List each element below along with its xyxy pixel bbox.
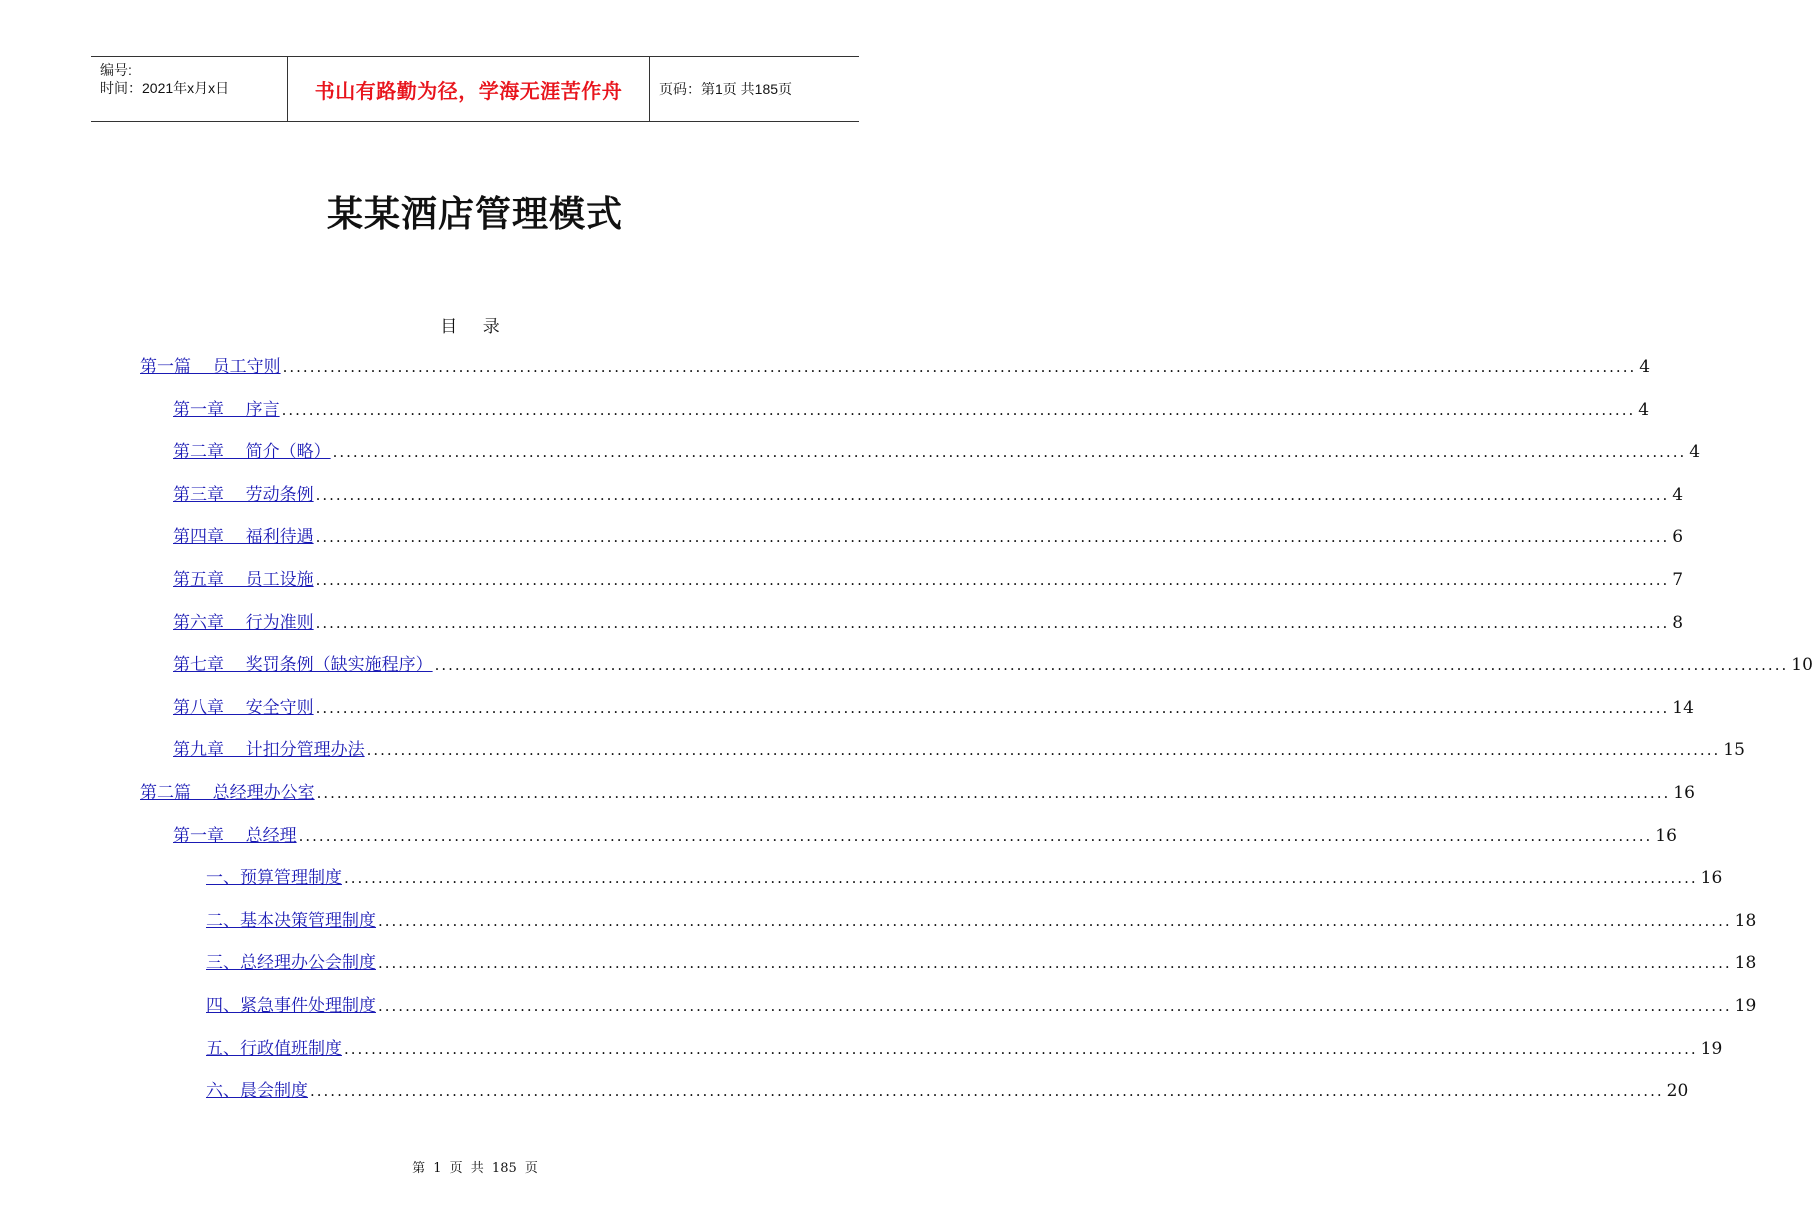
toc-leader-dots: ........................................................................................................................................................................................................ [282,358,1637,376]
toc-leader-dots: ........................................................................................................................................................................................................ [315,698,1670,717]
toc-entry[interactable] [173,608,1684,638]
toc-entry-link[interactable]: 第二篇 总经理办公室 [140,783,315,803]
toc-leader-dots: ........................................................................................................................................................................................................ [315,485,1670,504]
page-footer: 第 1 页 共 185 页 [412,1161,538,1176]
toc-entry[interactable] [173,821,1677,851]
toc-page-number: 19 [1734,996,1757,1016]
toc-leader-dots: ........................................................................................................................................................................................................ [378,997,1732,1015]
toc-page-number: 4 [1639,357,1651,377]
toc-entry-link[interactable]: 第九章 计扣分管理办法 [173,740,365,761]
toc-page-number: 16 [1700,868,1723,889]
toc-leader-dots: ........................................................................................................................................................................................................ [378,911,1732,930]
toc-entry-link[interactable]: 六、晨会制度 [206,1081,308,1102]
toc-page-number: 16 [1655,825,1677,846]
toc-entry-link[interactable]: 第六章 行为准则 [173,612,314,633]
toc-entry[interactable] [173,650,1813,680]
toc-page-number: 4 [1672,484,1684,505]
toc-leader-dots: ........................................................................................................................................................................................................ [344,1039,1698,1058]
toc-entry[interactable] [206,1034,1723,1064]
toc-entry[interactable] [206,906,1757,936]
toc-entry-link[interactable]: 五、行政值班制度 [206,1038,342,1059]
toc-entry[interactable] [173,395,1650,425]
toc-entry[interactable] [173,693,1694,723]
toc-leader-dots: ........................................................................................................................................................................................................ [332,443,1687,462]
document-time: 时间：2021年x月x日 [100,80,230,96]
toc-leader-dots: ........................................................................................................................................................................................................ [316,784,1671,802]
toc-entry[interactable] [206,1076,1689,1106]
toc-leader-dots: ........................................................................................................................................................................................................ [281,400,1636,419]
toc-page-number: 18 [1734,953,1757,974]
toc-page-number: 6 [1672,527,1684,548]
toc-entry[interactable] [206,863,1723,893]
page-header [91,56,859,122]
toc-page-number: 20 [1666,1081,1689,1102]
toc-leader-dots: ........................................................................................................................................................................................................ [344,869,1698,888]
toc-leader-dots: ........................................................................................................................................................................................................ [366,741,1721,760]
toc-page-number: 8 [1672,612,1684,633]
toc-page-number: 14 [1672,697,1694,718]
toc-entry[interactable] [173,522,1684,552]
toc-leader-dots: ........................................................................................................................................................................................................ [315,613,1670,632]
toc-entry-link[interactable]: 第三章 劳动条例 [173,484,314,505]
toc-page-number: 7 [1672,570,1684,590]
toc-entry[interactable] [173,735,1745,765]
toc-entry[interactable] [140,778,1695,808]
toc-page-number: 15 [1723,740,1745,761]
toc-entry-link[interactable]: 第四章 福利待遇 [173,527,314,548]
toc-entry-link[interactable]: 二、基本决策管理制度 [206,910,376,931]
toc-leader-dots: ........................................................................................................................................................................................................ [434,656,1789,675]
toc-page-number: 4 [1689,442,1701,463]
toc-entry-link[interactable]: 第一章 序言 [173,399,280,420]
toc-leader-dots: ........................................................................................................................................................................................................ [315,571,1670,589]
toc-entry-link[interactable]: 三、总经理办公会制度 [206,953,376,974]
toc-entry[interactable] [173,480,1684,510]
toc-entry[interactable] [140,352,1651,382]
document-number-label: 编号: [100,62,132,78]
toc-leader-dots: ........................................................................................................................................................................................................ [378,954,1732,973]
toc-entry-link[interactable]: 第五章 员工设施 [173,570,314,590]
document-title: 某某酒店管理模式 [326,194,623,235]
toc-page-number: 18 [1734,910,1757,931]
toc-entry[interactable] [173,565,1684,595]
toc-heading: 目 录 [440,317,510,337]
toc-entry-link[interactable]: 一、预算管理制度 [206,868,342,889]
toc-entry-link[interactable]: 第七章 奖罚条例（缺实施程序） [173,655,433,676]
toc-leader-dots: ........................................................................................................................................................................................................ [315,528,1670,547]
toc-entry-link[interactable]: 第二章 简介（略） [173,442,331,463]
toc-leader-dots: ........................................................................................................................................................................................................ [310,1082,1664,1101]
header-meta [91,57,287,121]
toc-page-number: 19 [1700,1038,1723,1059]
header-motto: 书山有路勤为径，学海无涯苦作舟 [287,57,650,121]
toc-page-number: 16 [1673,783,1695,803]
toc-entry[interactable] [173,437,1701,467]
toc-page-number: 4 [1638,399,1650,420]
toc-page-number: 10 [1791,655,1813,676]
toc-entry-link[interactable]: 第一章 总经理 [173,825,297,846]
toc-entry-link[interactable]: 第一篇 员工守则 [140,357,281,377]
toc-entry-link[interactable]: 四、紧急事件处理制度 [206,996,376,1016]
toc-entry[interactable] [206,991,1757,1021]
toc-entry-link[interactable]: 第八章 安全守则 [173,697,314,718]
toc-leader-dots: ........................................................................................................................................................................................................ [298,826,1653,845]
toc-entry[interactable] [206,948,1757,978]
header-page-info: 页码：第1页 共185页 [659,81,793,97]
